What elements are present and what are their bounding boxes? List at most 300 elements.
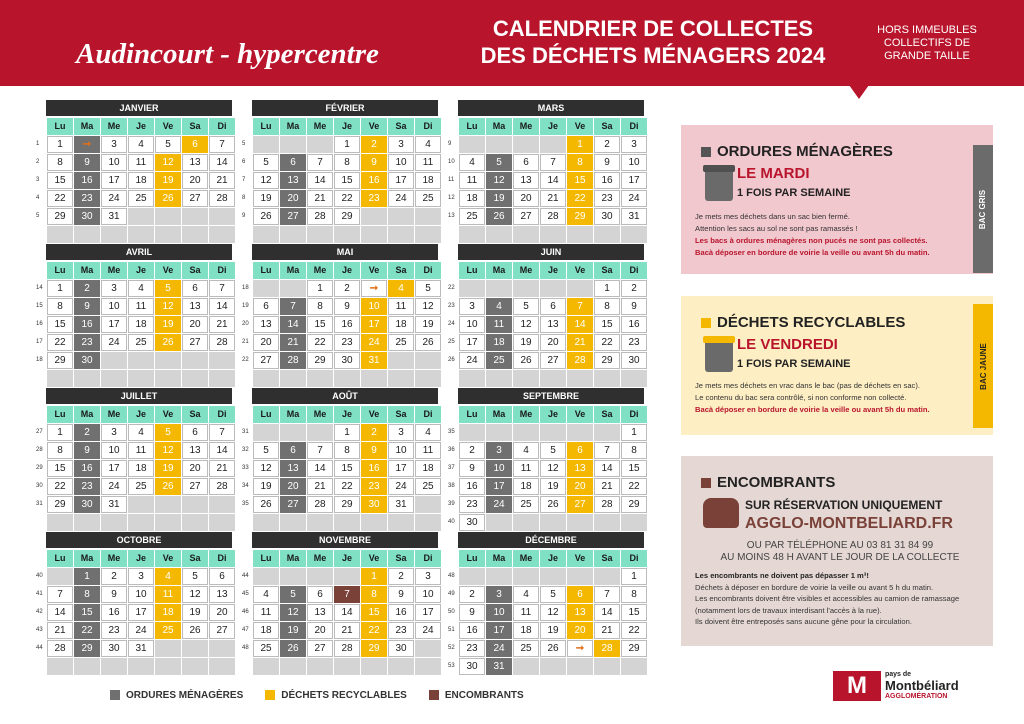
day-cell: 21 (209, 172, 235, 189)
empty-cell (334, 568, 360, 585)
day-cell: 14 (594, 460, 620, 477)
day-cell: 28 (594, 496, 620, 513)
day-cell: 4 (388, 280, 414, 297)
title-line-1: CALENDRIER DE COLLECTES (492, 16, 814, 41)
month-name: JUILLET (46, 388, 232, 404)
month-juin (448, 244, 644, 387)
empty-cell (594, 658, 620, 675)
day-cell: 9 (74, 298, 100, 315)
day-cell (567, 640, 593, 657)
day-cell: 16 (74, 460, 100, 477)
ordures-heading (701, 143, 893, 160)
day-header: Ma (486, 406, 512, 423)
encombrants-heading (701, 474, 835, 491)
week-number: 18 (36, 357, 43, 363)
day-cell: 13 (280, 172, 306, 189)
day-cell: 22 (74, 622, 100, 639)
day-cell: 21 (47, 622, 73, 639)
day-cell: 23 (361, 190, 387, 207)
day-header: Lu (253, 118, 279, 135)
day-cell: 19 (253, 478, 279, 495)
day-header: Ma (486, 550, 512, 567)
day-cell: 25 (513, 640, 539, 657)
empty-cell (182, 514, 208, 531)
day-cell: 6 (182, 280, 208, 297)
day-cell: 3 (486, 586, 512, 603)
day-cell: 1 (74, 568, 100, 585)
day-cell: 2 (459, 442, 485, 459)
bac-jaune-tab: BAC JAUNE (973, 304, 993, 428)
week-number (242, 658, 252, 675)
day-header: Me (101, 550, 127, 567)
day-cell: 21 (209, 460, 235, 477)
day-cell: 16 (361, 172, 387, 189)
day-cell: 24 (388, 190, 414, 207)
empty-cell (280, 658, 306, 675)
day-cell: 13 (307, 604, 333, 621)
day-header: Me (513, 118, 539, 135)
encombrants-panel (681, 456, 993, 646)
day-cell: 3 (101, 424, 127, 441)
week-number: 40 (448, 519, 455, 525)
day-header: Di (415, 550, 441, 567)
day-cell: 12 (540, 604, 566, 621)
empty-cell (486, 568, 512, 585)
day-cell: 21 (280, 334, 306, 351)
day-header: Ma (74, 406, 100, 423)
day-cell: 3 (101, 280, 127, 297)
day-cell: 19 (540, 478, 566, 495)
month-name: NOVEMBRE (252, 532, 438, 548)
week-number: 32 (242, 447, 249, 453)
day-cell: 31 (621, 208, 647, 225)
day-cell: 26 (280, 640, 306, 657)
day-header: Je (334, 262, 360, 279)
empty-cell (513, 370, 539, 387)
week-number: 34 (242, 483, 249, 489)
empty-cell (513, 658, 539, 675)
size-limit: Les encombrants ne doivent pas dépasser 1 m³! (695, 571, 869, 580)
day-cell: 10 (101, 298, 127, 315)
day-header: Sa (182, 406, 208, 423)
empty-cell (209, 514, 235, 531)
day-header: Lu (253, 406, 279, 423)
day-cell: 24 (486, 640, 512, 657)
day-cell: 27 (307, 640, 333, 657)
day-cell: 18 (486, 334, 512, 351)
logo-line-3: AGGLOMÉRATION (885, 693, 948, 700)
day-cell: 26 (486, 208, 512, 225)
day-cell: 26 (253, 208, 279, 225)
day-header: Di (415, 262, 441, 279)
day-header: Je (128, 550, 154, 567)
empty-cell (101, 370, 127, 387)
day-cell: 26 (155, 190, 181, 207)
empty-cell (155, 514, 181, 531)
day-cell: 22 (621, 622, 647, 639)
empty-cell (253, 568, 279, 585)
day-cell: 19 (540, 622, 566, 639)
day-header: Je (334, 550, 360, 567)
day-cell: 30 (361, 496, 387, 513)
month-février (242, 100, 438, 243)
empty-cell (253, 658, 279, 675)
day-header: Ma (74, 262, 100, 279)
month-name: JANVIER (46, 100, 232, 116)
day-cell: 6 (567, 442, 593, 459)
day-cell: 13 (567, 460, 593, 477)
month-janvier (36, 100, 232, 243)
day-header: Di (209, 118, 235, 135)
day-cell: 30 (334, 352, 360, 369)
day-header: Lu (47, 550, 73, 567)
day-header: Me (513, 406, 539, 423)
day-cell: 21 (567, 334, 593, 351)
month-août (242, 388, 438, 531)
day-header: Me (307, 406, 333, 423)
empty-cell (540, 568, 566, 585)
week-number: 35 (448, 429, 455, 435)
empty-cell (594, 370, 620, 387)
month-name: MAI (252, 244, 438, 260)
day-cell: 7 (47, 586, 73, 603)
day-cell: 9 (361, 154, 387, 171)
day-cell: 10 (388, 154, 414, 171)
day-cell: 10 (101, 154, 127, 171)
day-cell: 7 (594, 586, 620, 603)
day-cell: 19 (280, 622, 306, 639)
day-cell: 11 (513, 604, 539, 621)
day-header: Me (307, 118, 333, 135)
armchair-icon (703, 498, 739, 528)
week-number: 46 (242, 609, 249, 615)
empty-cell (594, 514, 620, 531)
empty-cell (459, 424, 485, 441)
day-header: Ve (567, 406, 593, 423)
day-cell: 14 (280, 316, 306, 333)
day-cell: 15 (594, 316, 620, 333)
day-cell: 29 (47, 352, 73, 369)
empty-cell (540, 226, 566, 243)
shift-arrow-icon: ➞ (82, 139, 92, 150)
day-cell: 1 (307, 280, 333, 297)
day-cell: 8 (567, 154, 593, 171)
day-cell: 15 (74, 604, 100, 621)
day-cell: 1 (361, 568, 387, 585)
empty-cell (513, 424, 539, 441)
empty-cell (307, 424, 333, 441)
week-number: 47 (242, 627, 249, 633)
empty-cell (594, 424, 620, 441)
day-header: Lu (253, 550, 279, 567)
day-cell: 30 (621, 352, 647, 369)
recyclables-title: DÉCHETS RECYCLABLES (717, 314, 906, 331)
week-number: 23 (448, 303, 455, 309)
day-cell: 24 (486, 496, 512, 513)
empty-cell (182, 352, 208, 369)
header-banner (0, 0, 1024, 86)
day-cell: 28 (280, 352, 306, 369)
day-header: Je (128, 118, 154, 135)
ordures-instructions (695, 211, 965, 259)
day-header: Ve (155, 406, 181, 423)
day-cell: 20 (253, 334, 279, 351)
day-cell: 3 (486, 442, 512, 459)
day-cell: 4 (459, 154, 485, 171)
empty-cell (253, 370, 279, 387)
day-cell: 17 (361, 316, 387, 333)
week-number: 25 (448, 339, 455, 345)
day-cell: 10 (486, 604, 512, 621)
month-octobre (36, 532, 232, 675)
day-header: Ve (361, 118, 387, 135)
day-header: Di (621, 262, 647, 279)
day-cell: 28 (307, 496, 333, 513)
empty-cell (486, 280, 512, 297)
day-header: Lu (47, 118, 73, 135)
day-header: Di (209, 406, 235, 423)
week-number: 36 (448, 447, 455, 453)
week-number: 53 (448, 663, 455, 669)
day-cell: 20 (307, 622, 333, 639)
day-header: Ma (74, 118, 100, 135)
ordures-day: LE MARDI (737, 165, 810, 182)
reservation-text: SUR RÉSERVATION UNIQUEMENT (745, 498, 943, 512)
empty-cell (486, 226, 512, 243)
month-name: OCTOBRE (46, 532, 232, 548)
week-number: 39 (448, 501, 455, 507)
delay-line: AU MOINS 48 H AVANT LE JOUR DE LA COLLECTE (720, 552, 960, 563)
week-number: 20 (242, 321, 249, 327)
day-cell: 8 (47, 442, 73, 459)
empty-cell (155, 226, 181, 243)
day-cell: 23 (74, 190, 100, 207)
day-cell: 23 (594, 190, 620, 207)
empty-cell (513, 226, 539, 243)
ordures-frequency: 1 FOIS PAR SEMAINE (737, 187, 851, 199)
day-cell: 4 (155, 568, 181, 585)
week-number: 28 (36, 447, 43, 453)
day-cell: 10 (486, 460, 512, 477)
day-cell: 22 (47, 334, 73, 351)
day-cell: 24 (128, 622, 154, 639)
day-cell: 5 (155, 424, 181, 441)
day-cell: 14 (209, 298, 235, 315)
empty-cell (388, 370, 414, 387)
day-cell: 4 (486, 298, 512, 315)
day-cell: 25 (253, 640, 279, 657)
week-number (448, 226, 458, 243)
logo-mark: M (833, 671, 881, 701)
empty-cell (513, 514, 539, 531)
day-cell: 29 (74, 640, 100, 657)
legend (110, 690, 524, 701)
day-cell: 22 (334, 478, 360, 495)
day-cell: 6 (182, 424, 208, 441)
empty-cell (74, 226, 100, 243)
week-number (36, 370, 46, 387)
day-cell: 8 (74, 586, 100, 603)
week-number: 16 (36, 321, 43, 327)
day-cell: 26 (540, 640, 566, 657)
day-cell: 7 (594, 442, 620, 459)
day-cell: 18 (415, 172, 441, 189)
empty-cell (182, 370, 208, 387)
day-cell: 13 (253, 316, 279, 333)
empty-cell (540, 136, 566, 153)
day-cell: 4 (128, 136, 154, 153)
day-cell: 10 (101, 442, 127, 459)
day-header: Me (513, 262, 539, 279)
week-number: 15 (36, 303, 43, 309)
empty-cell (415, 640, 441, 657)
empty-cell (334, 514, 360, 531)
day-cell: 30 (459, 658, 485, 675)
shift-arrow-icon: ➞ (369, 283, 379, 294)
empty-cell (101, 658, 127, 675)
day-cell: 20 (209, 604, 235, 621)
day-cell: 23 (459, 496, 485, 513)
day-cell: 5 (540, 586, 566, 603)
week-number: 21 (242, 339, 249, 345)
empty-cell (182, 658, 208, 675)
day-cell: 22 (334, 190, 360, 207)
empty-cell (459, 568, 485, 585)
day-cell: 9 (74, 442, 100, 459)
recyclables-frequency: 1 FOIS PAR SEMAINE (737, 358, 851, 370)
empty-cell (280, 370, 306, 387)
day-cell: 6 (513, 154, 539, 171)
month-juillet (36, 388, 232, 531)
week-number (36, 658, 46, 675)
day-cell: 29 (47, 496, 73, 513)
day-cell: 25 (128, 190, 154, 207)
day-cell: 6 (280, 442, 306, 459)
day-cell: 12 (253, 460, 279, 477)
month-novembre (242, 532, 438, 675)
week-number: 8 (242, 195, 246, 201)
day-cell: 21 (594, 622, 620, 639)
empty-cell (415, 226, 441, 243)
day-cell: 20 (513, 190, 539, 207)
day-cell: 24 (621, 190, 647, 207)
empty-cell (253, 136, 279, 153)
day-header: Me (101, 406, 127, 423)
day-cell: 5 (513, 298, 539, 315)
brown-square-icon (701, 478, 711, 488)
calendar-grid (36, 100, 656, 680)
day-cell: 9 (361, 442, 387, 459)
empty-cell (47, 226, 73, 243)
phone-line: OU PAR TÉLÉPHONE AU 03 81 31 84 99 (746, 540, 934, 551)
day-cell: 29 (334, 208, 360, 225)
ordures-bullet-warning: Les bacs à ordures ménagères non pucés ne sont pas collectés. (695, 236, 928, 245)
ordures-panel (681, 125, 993, 274)
empty-cell (540, 514, 566, 531)
month-avril (36, 244, 232, 387)
day-cell: 3 (388, 424, 414, 441)
day-cell: 26 (540, 496, 566, 513)
day-cell: 8 (621, 586, 647, 603)
day-cell: 1 (334, 424, 360, 441)
day-cell: 19 (415, 316, 441, 333)
week-number (242, 226, 252, 243)
day-cell: 21 (209, 316, 235, 333)
day-header: Lu (47, 262, 73, 279)
day-cell: 10 (415, 586, 441, 603)
empty-cell (155, 640, 181, 657)
day-header: Ve (155, 550, 181, 567)
day-header: Me (307, 550, 333, 567)
day-cell: 11 (513, 460, 539, 477)
day-cell: 4 (128, 424, 154, 441)
month-mars (448, 100, 644, 243)
day-cell: 17 (459, 334, 485, 351)
day-cell: 17 (415, 604, 441, 621)
day-cell: 20 (182, 460, 208, 477)
day-cell: 14 (209, 154, 235, 171)
month-name: FÉVRIER (252, 100, 438, 116)
empty-cell (280, 136, 306, 153)
day-cell: 28 (47, 640, 73, 657)
day-cell: 22 (594, 334, 620, 351)
empty-cell (307, 568, 333, 585)
day-header: Di (621, 118, 647, 135)
day-header: Sa (594, 550, 620, 567)
day-cell: 5 (253, 154, 279, 171)
day-cell: 31 (388, 496, 414, 513)
week-number: 38 (448, 483, 455, 489)
week-number: 44 (242, 573, 249, 579)
empty-cell (415, 352, 441, 369)
day-cell: 16 (388, 604, 414, 621)
legend-item-recyclables: DÉCHETS RECYCLABLES (265, 690, 407, 701)
week-number: 2 (36, 159, 40, 165)
day-header: Ma (280, 262, 306, 279)
empty-cell (182, 226, 208, 243)
empty-cell (486, 514, 512, 531)
empty-cell (334, 226, 360, 243)
empty-cell (155, 496, 181, 513)
day-cell: 27 (209, 622, 235, 639)
day-cell: 13 (182, 298, 208, 315)
day-cell: 18 (513, 478, 539, 495)
day-cell: 15 (47, 172, 73, 189)
day-cell: 25 (513, 496, 539, 513)
day-header: Ve (155, 118, 181, 135)
empty-cell (280, 424, 306, 441)
day-cell: 11 (128, 298, 154, 315)
day-cell: 18 (155, 604, 181, 621)
day-cell: 1 (334, 136, 360, 153)
day-cell: 12 (280, 604, 306, 621)
day-cell: 7 (334, 586, 360, 603)
day-cell: 23 (361, 478, 387, 495)
week-number: 31 (36, 501, 43, 507)
day-cell: 15 (621, 604, 647, 621)
day-header: Sa (594, 406, 620, 423)
day-cell: 2 (388, 568, 414, 585)
day-cell: 23 (388, 622, 414, 639)
day-cell: 16 (101, 604, 127, 621)
week-number: 49 (448, 591, 455, 597)
day-cell: 16 (74, 172, 100, 189)
day-cell: 19 (155, 316, 181, 333)
empty-cell (101, 226, 127, 243)
day-cell: 15 (621, 460, 647, 477)
website-link[interactable]: AGGLO-MONTBELIARD.FR (745, 515, 953, 532)
day-cell: 7 (540, 154, 566, 171)
